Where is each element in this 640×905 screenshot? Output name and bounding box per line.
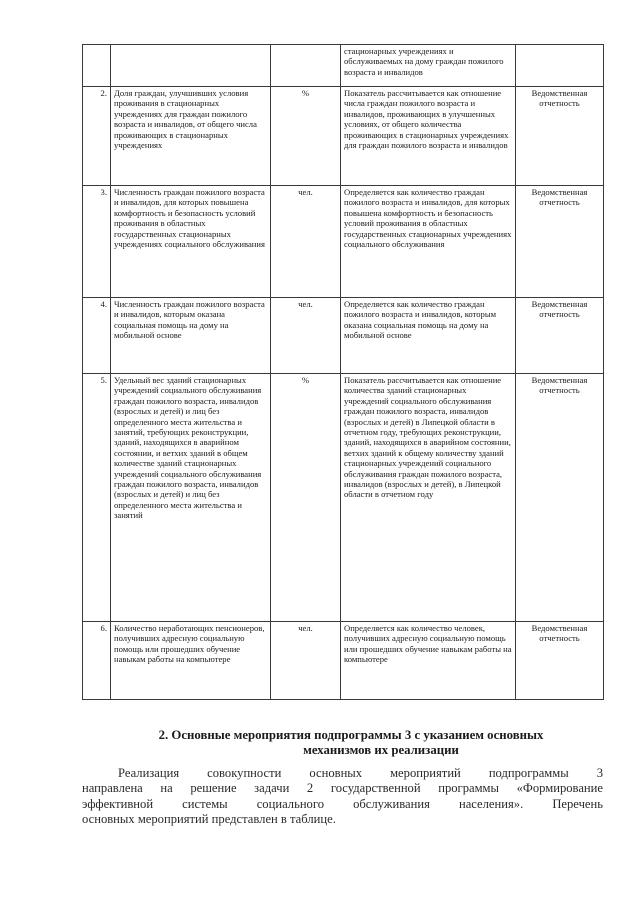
paragraph-line: направлена на решение задачи 2 государственной программы «Формирование	[82, 781, 603, 796]
row-number: 4.	[83, 298, 111, 374]
data-source: Ведомственная отчетность	[516, 87, 604, 186]
data-source: Ведомственная отчетность	[516, 186, 604, 298]
indicators-table	[82, 44, 604, 700]
paragraph-line: Реализация совокупности основных мероприятий подпрограммы 3	[118, 766, 603, 780]
calculation-method: Показатель рассчитывается как отношение числа граждан пожилого возраста и инвалидов, проживающих в улучшенных условиях, от общего количества проживающих в стационарных учреждениях для граждан пожилого возраста и инвалидов	[341, 87, 516, 186]
unit-cell: чел.	[271, 622, 341, 700]
section-heading-line-1: 2. Основные мероприятия подпрограммы 3 с указанием основных	[158, 728, 544, 742]
calculation-method: Определяется как количество граждан пожилого возраста и инвалидов, которым оказана социальная помощь на дому на мобильной основе	[341, 298, 516, 374]
indicator-name	[111, 45, 271, 87]
row-number	[83, 45, 111, 87]
data-source: Ведомственная отчетность	[516, 374, 604, 622]
unit-cell	[271, 45, 341, 87]
section-heading	[96, 728, 606, 758]
calculation-method: стационарных учреждениях и обслуживаемых на дому граждан пожилого возраста и инвалидов	[341, 45, 516, 87]
table-row	[83, 374, 604, 622]
indicator-name: Количество неработающих пенсионеров, получивших адресную социальную помощь или прошедших обучение навыкам работы на компьютере	[111, 622, 271, 700]
row-number: 3.	[83, 186, 111, 298]
section-heading-line-2: механизмов их реализации	[303, 743, 459, 757]
unit-cell: чел.	[271, 186, 341, 298]
indicator-name: Численность граждан пожилого возраста и инвалидов, для которых повышена комфортность и безопасность условий проживания в областных государственных стационарных учреждениях социального обслуживания	[111, 186, 271, 298]
unit-cell: чел.	[271, 298, 341, 374]
indicator-name: Доля граждан, улучшивших условия проживания в стационарных учреждениях для граждан пожилого возраста и инвалидов, от общего числа проживающих в стационарных учреждениях	[111, 87, 271, 186]
unit-cell: %	[271, 87, 341, 186]
table-row	[83, 45, 604, 87]
table-row	[83, 298, 604, 374]
calculation-method: Определяется как количество человек, получивших адресную социальную помощь или прошедших обучение навыкам работы на компьютере	[341, 622, 516, 700]
unit-cell: %	[271, 374, 341, 622]
indicator-name: Удельный вес зданий стационарных учреждений социального обслуживания граждан пожилого возраста, инвалидов (взрослых и детей) и лиц без определенного места жительства и занятий, требующих реконструкции, зданий, находящихся в аварийном состоянии, и ветхих зданий в общем количестве зданий стационарных учреждений социального обслуживания граждан пожилого возраста, инвалидов (взрослых и детей) и лиц без определенного места жительства и занятий	[111, 374, 271, 622]
indicator-name: Численность граждан пожилого возраста и инвалидов, которым оказана социальная помощь на дому на мобильной основе	[111, 298, 271, 374]
calculation-method: Определяется как количество граждан пожилого возраста и инвалидов, для которых повышена комфортность и безопасность условий проживания в областных государственных стационарных учреждениях социального обслуживания	[341, 186, 516, 298]
calculation-method: Показатель рассчитывается как отношение количества зданий стационарных учреждений социального обслуживания граждан пожилого возраста, инвалидов (взрослых и детей) в Липецкой области в отчетном году, требующих реконструкции, зданий, находящихся в аварийном состоянии, ветхих зданий к общему количеству зданий стационарных учреждений социального обслуживания граждан пожилого возраста, инвалидов (взрослых и детей), в Липецкой области в отчетном году	[341, 374, 516, 622]
paragraph-line: основных мероприятий представлен в таблице.	[82, 812, 336, 827]
row-number: 5.	[83, 374, 111, 622]
row-number: 2.	[83, 87, 111, 186]
body-paragraph	[82, 766, 603, 828]
data-source: Ведомственная отчетность	[516, 298, 604, 374]
row-number: 6.	[83, 622, 111, 700]
data-source: Ведомственная отчетность	[516, 622, 604, 700]
data-source	[516, 45, 604, 87]
table-row	[83, 87, 604, 186]
paragraph-line: эффективной системы социального обслуживания населения». Перечень	[82, 796, 603, 811]
table-row	[83, 622, 604, 700]
table-row	[83, 186, 604, 298]
